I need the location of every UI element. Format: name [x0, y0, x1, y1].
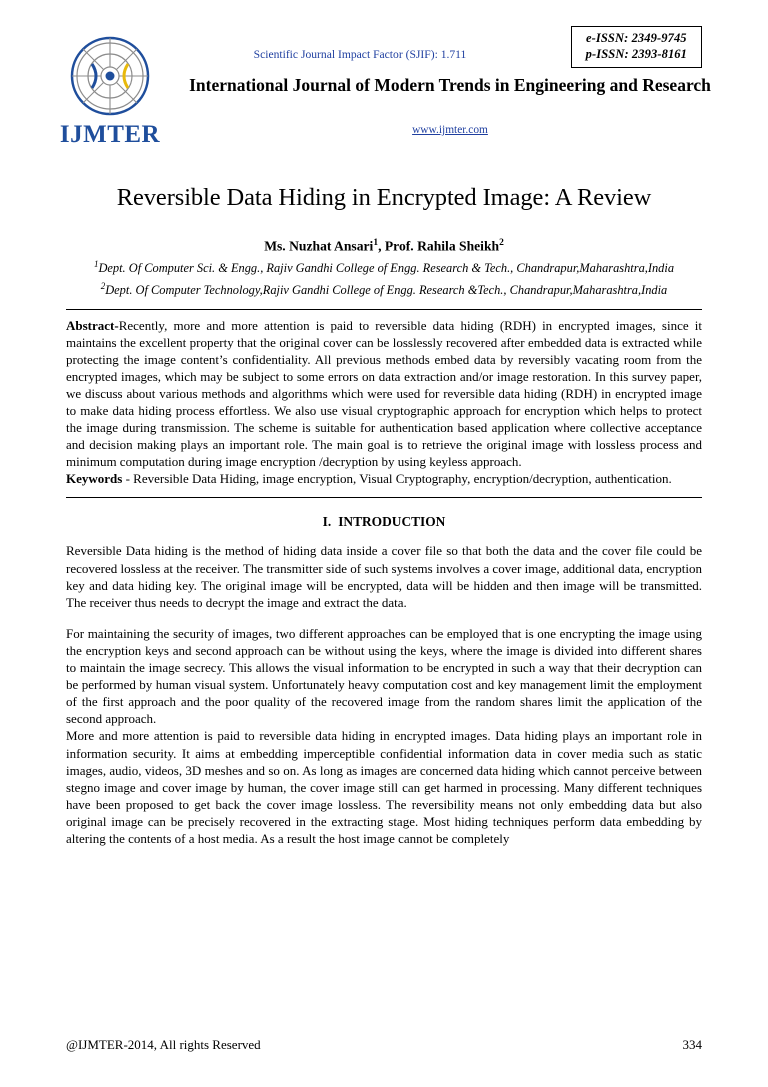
journal-title: International Journal of Modern Trends in Engineering and Research	[189, 75, 711, 95]
paragraph-1: Reversible Data hiding is the method of hiding data inside a cover file so that both the data and the cover file could be recovered lossless at the receiver. The transmitter side of such systems involves a cover image, additional data, encryption key and data hiding key. The original image will be encrypted, data will be hidden and then image will be transmitted. The receiver thus needs to decrypt the image and extract the data.	[66, 543, 702, 610]
author-one: Ms. Nuzhat Ansari	[264, 238, 374, 254]
affiliation-two-marker: 2	[100, 280, 106, 291]
keywords-label: Keywords	[66, 471, 123, 487]
keywords-block	[66, 470, 702, 487]
page-footer	[66, 1037, 702, 1053]
eissn-text: e-ISSN: 2349-9745	[585, 31, 687, 45]
affiliation-one-marker: 1	[93, 258, 99, 269]
divider-bottom	[66, 497, 702, 498]
keywords-text: - Reversible Data Hiding, image encryption, Visual Cryptography, encryption/decryption, authentication.	[122, 471, 672, 487]
svg-text:IJMTER: IJMTER	[59, 121, 161, 148]
journal-url-link[interactable]: www.ijmter.com	[412, 124, 488, 136]
affiliation-one	[66, 259, 702, 277]
divider-top	[66, 309, 702, 310]
copyright-text: @IJMTER-2014, All rights Reserved	[66, 1037, 261, 1052]
page-title: Reversible Data Hiding in Encrypted Image: A Review	[116, 184, 652, 211]
section-number: I.	[322, 514, 332, 530]
affiliation-two-text: Dept. Of Computer Technology,Rajiv Gandhi College of Engg. Research &Tech., Chandrapur,Maharashtra,India	[105, 282, 668, 297]
page-number: 334	[682, 1037, 702, 1052]
author-one-marker: 1	[373, 238, 379, 248]
author-two-marker: 2	[499, 238, 504, 248]
paragraph-2: For maintaining the security of images, two different approaches can be employed that is one encrypting the image using the encryption keys and second approach can be without using the keys, where the image is divided into different shares to maintain the image secrecy. This allows the visual information to be encrypted in such a way that their decryption can be performed by human visual system. Unfortunately heavy computation cost and key management limit the employment of the first approach and the poor quality of the recovered image from the random shares limit the application of the second approach.	[66, 625, 702, 727]
page-header	[59, 26, 711, 158]
pissn-text: p-ISSN: 2393-8161	[585, 46, 687, 61]
journal-logo	[58, 34, 162, 152]
author-line	[66, 238, 702, 255]
abstract-text: Recently, more and more attention is paid to reversible data hiding (RDH) in encrypted images, since it maintains the excellent property that the original cover can be losslessly recovered after embedded data is extracted while protecting the image content’s confidentiality. All previous methods embed data by reversibly vacating room from the encrypted images, which may be subject to some errors on data extraction and/or image restoration. In this survey paper, we discuss about various methods and algorithms which were used for reversible data hiding (RDH) in encrypted image to make data hiding process effortless. We also use visual cryptographic approach for encryption which helps to protect the image during transmission. The scheme is suitable for authentication based application where collective acceptance and decision making plays an important role. The main goal is to retrieve the original image with lossless process and minimum computation during image encryption /decryption by using keyless approach.	[66, 317, 702, 470]
abstract-block	[66, 317, 702, 471]
issn-box	[571, 26, 702, 68]
section-heading-introduction	[66, 514, 702, 530]
paragraph-3: More and more attention is paid to reversible data hiding in encrypted images. Data hiding plays an important role in information security. It aims at embedding imperceptible confidential information data in cover media such as static images, audio, videos, 3D meshes and so on. As long as images are concerned data hiding which cannot perceive between stegno image and cover image by human, the cover image still can get harmed in processing. Many different techniques have been proposed to get back the cover image lossless. The reversibility means not only embedding data but also original image can be precisely recovered in the extracting stage. Most hiding techniques perform data embedding by altering the contents of a host media. As a result the host image cannot be completely	[66, 728, 702, 846]
author-two: , Prof. Rahila Sheikh	[378, 238, 500, 254]
affiliation-two	[66, 281, 702, 299]
affiliation-one-text: Dept. Of Computer Sci. & Engg., Rajiv Gandhi College of Engg. Research & Tech., Chandrapur,Maharashtra,India	[98, 260, 675, 275]
impact-factor-text: Scientific Journal Impact Factor (SJIF): 1.711	[253, 48, 467, 61]
section-title: INTRODUCTION	[338, 514, 446, 530]
abstract-label: Abstract-	[66, 317, 119, 333]
